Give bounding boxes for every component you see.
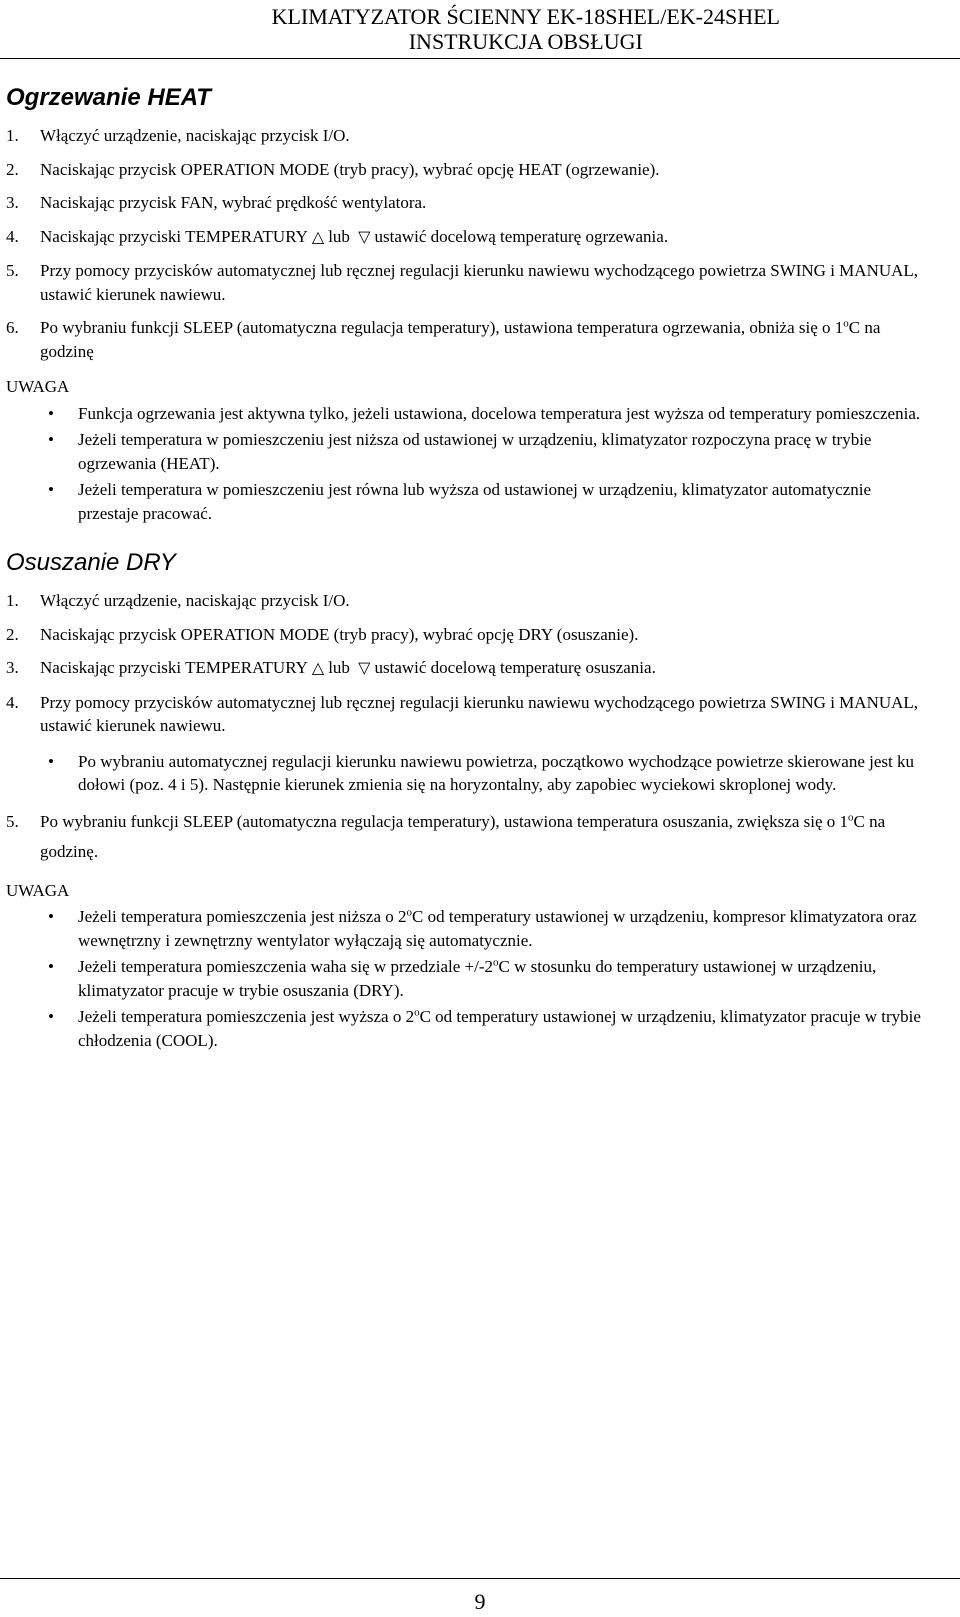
heat-steps xyxy=(6,124,931,363)
list-item: 3. Naciskając przycisk FAN, wybrać prędkość wentylatora. xyxy=(6,193,427,212)
header-rule xyxy=(0,58,960,59)
page-number: 9 xyxy=(474,1589,486,1614)
dry-sub-note xyxy=(6,750,931,797)
section-title-dry: Osuszanie DRY xyxy=(6,549,176,576)
list-item: • Po wybraniu automatycznej regulacji kierunku nawiewu powietrza, początkowo wychodzące powietrze skierowane jest ku dołowi (poz. 4 i 5). Następnie kierunek zmienia się na horyzontalny, aby zapobiec wyciekowi skroplonej wody. xyxy=(48,751,914,794)
bullet-icon: • xyxy=(48,907,54,926)
list-item: 5. Po wybraniu funkcji SLEEP (automatyczna regulacja temperatury), ustawiona temperatura osuszania, zwiększa się o 1$^o$C na godzinę. xyxy=(6,810,886,861)
list-item: 2. Naciskając przycisk OPERATION MODE (tryb pracy), wybrać opcję HEAT (ogrzewanie). xyxy=(6,159,660,179)
triangle-down-icon: ▽ xyxy=(358,660,371,677)
bullet-icon: • xyxy=(48,957,54,976)
list-item: 3. Naciskając przyciski TEMPERATURY △ lub ▽ ustawić docelową temperaturę osuszania. xyxy=(6,658,656,677)
list-item: • Jeżeli temperatura w pomieszczeniu jest równa lub wyższa od ustawionej w urządzeniu, klimatyzator automatycznie przestaje pracować. xyxy=(48,480,872,523)
list-item: 4. Przy pomocy przycisków automatycznej lub ręcznej regulacji kierunku nawiewu wychodzącego powietrza SWING i MANUAL, ustawić kierunek nawiewu. xyxy=(6,692,919,735)
bullet-icon: • xyxy=(48,751,54,771)
header-title: KLIMATYZATOR ŚCIENNY EK-18SHEL/EK-24SHEL xyxy=(271,4,780,29)
bullet-icon: • xyxy=(48,480,54,499)
list-item: • Jeżeli temperatura pomieszczenia jest wyższa o 2$^o$C od temperatury ustawionej w urządzeniu, klimatyzator pracuje w trybie chłodzenia (COOL). xyxy=(48,1006,921,1050)
list-item: 1. Włączyć urządzenie, naciskając przycisk I/O. xyxy=(6,126,350,145)
footer-rule xyxy=(0,1578,960,1579)
list-item: • Jeżeli temperatura pomieszczenia waha się w przedziale $+/-2^oC$ w stosunku do temperatury ustawionej w urządzeniu, klimatyzator pracuje w trybie osuszania (DRY). xyxy=(48,956,877,1000)
list-item: • Jeżeli temperatura w pomieszczeniu jest niższa od ustawionej w urządzeniu, klimatyzator rozpoczyna pracę w trybie ogrzewania (HEAT). xyxy=(48,430,872,473)
page-content xyxy=(6,82,931,1052)
bullet-icon: • xyxy=(48,403,54,423)
section-title-heat: Ogrzewanie HEAT xyxy=(6,84,211,111)
document-header xyxy=(272,4,780,54)
dry-steps xyxy=(6,589,931,738)
bullet-icon: • xyxy=(48,1007,54,1026)
list-item: • Funkcja ogrzewania jest aktywna tylko, jeżeli ustawiona, docelowa temperatura jest wyższa od temperatury pomieszczenia. xyxy=(6,402,931,426)
bullet-icon: • xyxy=(48,430,54,449)
header-subtitle: INSTRUKCJA OBSŁUGI xyxy=(408,29,643,54)
warning-label-dry: UWAGA xyxy=(6,880,70,900)
list-item: • Jeżeli temperatura pomieszczenia jest niższa o 2$^o$C od temperatury ustawionej w urządzeniu, kompresor klimatyzatora oraz wewnętrzny i zewnętrzny wentylator wyłączają się automatycznie. xyxy=(48,906,917,950)
list-item: 5. Przy pomocy przycisków automatycznej lub ręcznej regulacji kierunku nawiewu wychodzącego powietrza SWING i MANUAL, ustawić kierunek nawiewu. xyxy=(6,261,919,304)
dry-step-5 xyxy=(6,807,931,867)
list-item: 1. Włączyć urządzenie, naciskając przycisk I/O. xyxy=(6,591,350,610)
triangle-up-icon: △ xyxy=(311,660,325,677)
triangle-up-icon: △ xyxy=(311,228,325,246)
list-item: 2. Naciskając przycisk OPERATION MODE (tryb pracy), wybrać opcję DRY (osuszanie). xyxy=(6,624,639,644)
dry-notes xyxy=(6,905,931,1052)
heat-notes xyxy=(6,402,931,526)
list-item: 4. Naciskając przyciski TEMPERATURY △ lub ▽ ustawić docelową temperaturę ogrzewania. xyxy=(6,226,669,246)
warning-label-heat: UWAGA xyxy=(6,377,70,396)
list-item: 6. Po wybraniu funkcji SLEEP (automatyczna regulacja temperatury), ustawiona temperatura ogrzewania, obniża się o 1$^o$C na godzinę xyxy=(6,317,881,361)
triangle-down-icon: ▽ xyxy=(358,228,371,246)
